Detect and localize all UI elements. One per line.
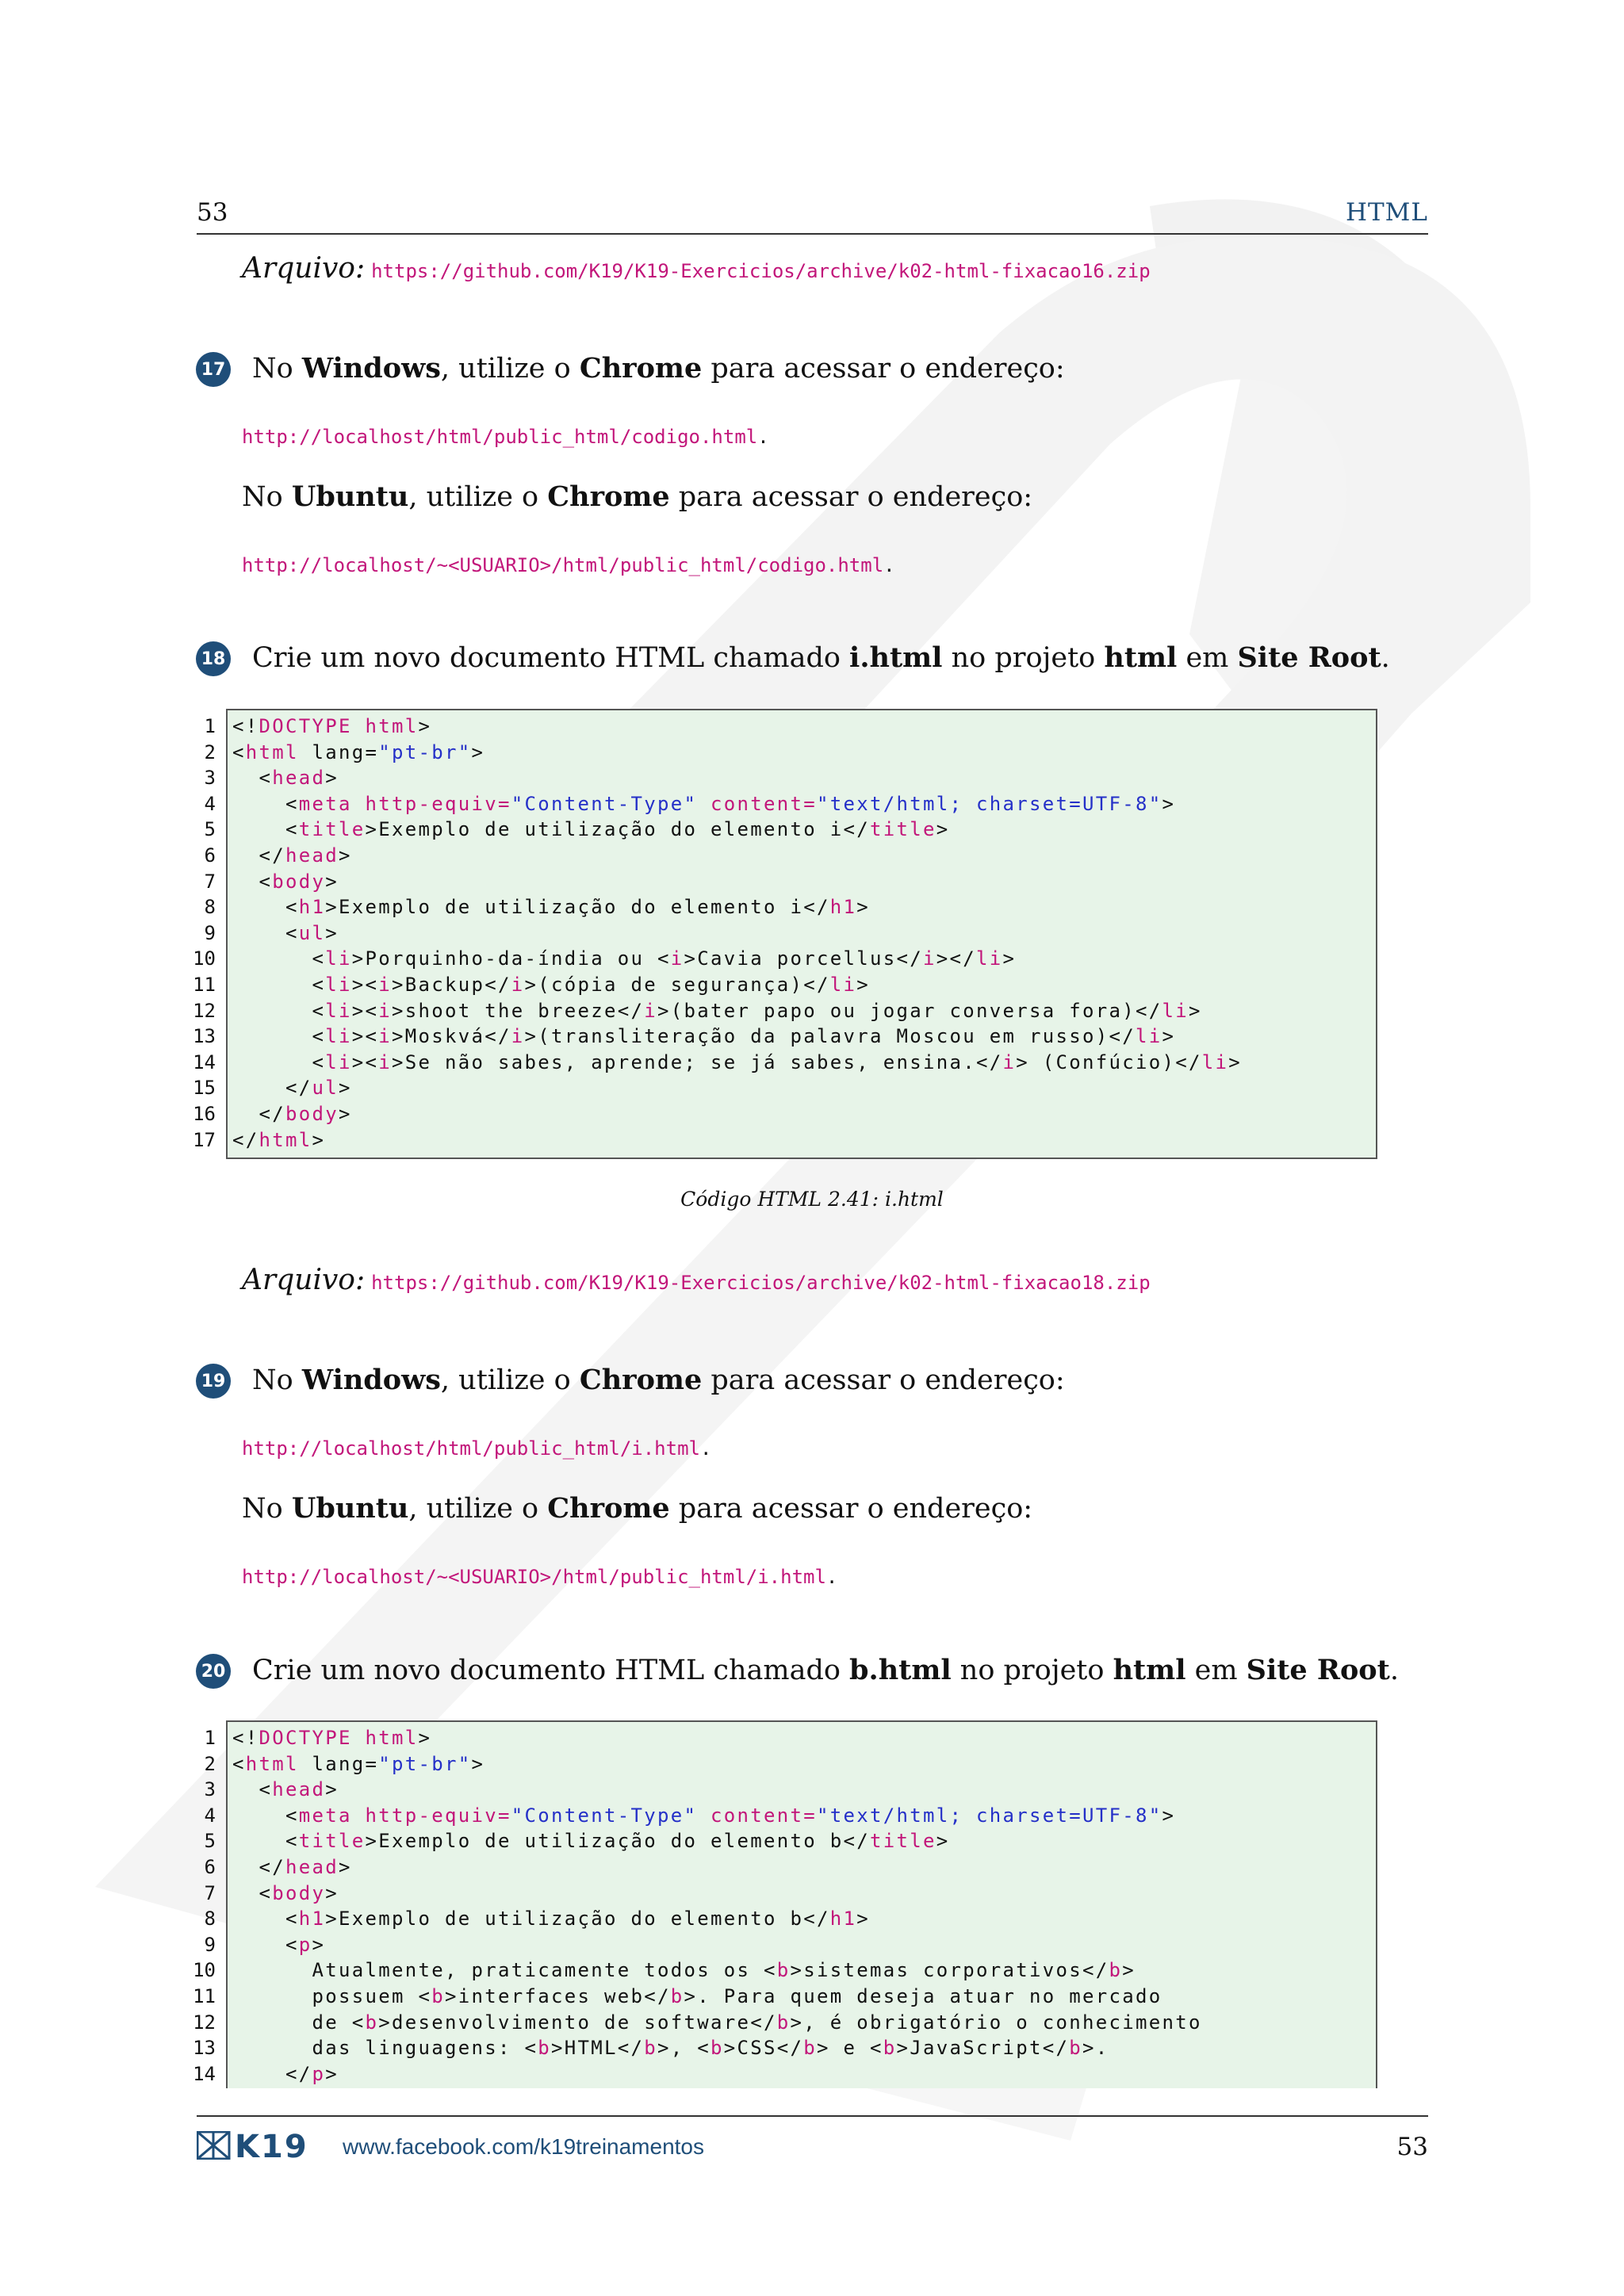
line-number: 14: [193, 2062, 216, 2085]
line-number: 6: [204, 1855, 216, 1878]
step-19-ubuntu-text: No Ubuntu, utilize o Chrome para acessar o endereço:: [242, 1492, 1033, 1525]
line-number: 14: [193, 1050, 216, 1073]
code-line: <meta http-equiv="Content-Type" content="text/html; charset=UTF-8">: [232, 792, 1176, 815]
url-windows-i[interactable]: http://localhost/html/public_html/i.html.: [242, 1437, 712, 1460]
code-line: </html>: [232, 1128, 326, 1151]
line-number: 9: [204, 921, 216, 944]
line-number: 11: [193, 973, 216, 996]
code2-line-numbers: [174, 1725, 216, 2087]
arquivo-line-1: [242, 252, 1151, 285]
step-badge-17: 17: [196, 352, 231, 387]
line-number: 9: [204, 1933, 216, 1956]
line-number: 17: [193, 1128, 216, 1151]
line-number: 13: [193, 1025, 216, 1048]
code-line: <meta http-equiv="Content-Type" content="text/html; charset=UTF-8">: [232, 1804, 1176, 1827]
line-number: 5: [204, 1830, 216, 1853]
step-17-ubuntu-text: No Ubuntu, utilize o Chrome para acessar o endereço:: [242, 480, 1033, 513]
code-line: <h1>Exemplo de utilização do elemento i</h1>: [232, 896, 870, 919]
line-number: 15: [193, 1077, 216, 1100]
header-page-number: 53: [197, 198, 228, 227]
line-number: 8: [204, 896, 216, 919]
code1-line-numbers: [174, 714, 216, 1153]
line-number: 3: [204, 1778, 216, 1801]
code-line: <p>: [232, 1933, 326, 1956]
line-number: 7: [204, 870, 216, 893]
code-line: <title>Exemplo de utilização do elemento b</title>: [232, 1830, 950, 1853]
step-badge-19: 19: [196, 1364, 231, 1399]
code-line: <body>: [232, 1881, 339, 1904]
header-rule: [197, 233, 1428, 235]
step-18-text: Crie um novo documento HTML chamado i.html no projeto html em Site Root.: [252, 641, 1390, 674]
code-line: <li><i>shoot the breeze</i>(bater papo ou jogar conversa fora)</li>: [232, 999, 1202, 1022]
line-number: 8: [204, 1908, 216, 1931]
code-line: <html lang="pt-br">: [232, 1752, 485, 1775]
k19-logo: [197, 2131, 320, 2160]
code-line: de <b>desenvolvimento de software</b>, é obrigatório o conhecimento: [232, 2011, 1202, 2034]
code-line: <!DOCTYPE html>: [232, 715, 432, 737]
line-number: 2: [204, 740, 216, 763]
line-number: 13: [193, 2037, 216, 2060]
line-number: 3: [204, 767, 216, 790]
line-number: 1: [204, 1727, 216, 1749]
line-number: 10: [193, 1959, 216, 1982]
line-number: 10: [193, 947, 216, 970]
code-block-i-html: [226, 709, 1377, 1159]
footer-facebook-link[interactable]: www.facebook.com/k19treinamentos: [343, 2134, 704, 2159]
code-block-b-html: [226, 1720, 1377, 2088]
line-number: 2: [204, 1752, 216, 1775]
step-badge-18: 18: [196, 641, 231, 676]
line-number: 4: [204, 792, 216, 815]
line-number: 12: [193, 999, 216, 1022]
step-badge-20: 20: [196, 1654, 231, 1689]
arquivo-label: Arquivo:: [242, 1264, 366, 1296]
code-line: <li><i>Backup</i>(cópia de segurança)</li>: [232, 973, 870, 996]
footer-rule: [197, 2115, 1428, 2117]
line-number: 7: [204, 1881, 216, 1904]
footer-page-number: 53: [1396, 2133, 1428, 2161]
logo-text: K19: [235, 2131, 308, 2160]
code-line: </head>: [232, 1855, 352, 1878]
line-number: 6: [204, 844, 216, 867]
arquivo-link-2[interactable]: https://github.com/K19/K19-Exercicios/archive/k02-html-fixacao18.zip: [371, 1272, 1151, 1294]
line-number: 11: [193, 1984, 216, 2007]
line-number: 5: [204, 818, 216, 841]
code-line: </body>: [232, 1102, 352, 1125]
step-20-text: Crie um novo documento HTML chamado b.html no projeto html em Site Root.: [252, 1654, 1399, 1686]
code-line: <html lang="pt-br">: [232, 740, 485, 763]
code-line: <li><i>Moskvá</i>(transliteração da palavra Moscou em russo)</li>: [232, 1025, 1176, 1048]
step-17-text: No Windows, utilize o Chrome para acessar o endereço:: [252, 352, 1065, 385]
arquivo-link-1[interactable]: https://github.com/K19/K19-Exercicios/archive/k02-html-fixacao16.zip: [371, 260, 1151, 282]
arquivo-label: Arquivo:: [242, 252, 366, 285]
line-number: 4: [204, 1804, 216, 1827]
code-line: <!DOCTYPE html>: [232, 1727, 432, 1749]
code-line: </p>: [232, 2062, 339, 2085]
url-ubuntu-codigo[interactable]: http://localhost/~<USUARIO>/html/public_html/codigo.html.: [242, 554, 895, 576]
line-number: 16: [193, 1102, 216, 1125]
code-line: <head>: [232, 1778, 339, 1801]
code1-caption: Código HTML 2.41: i.html: [680, 1188, 944, 1211]
line-number: 1: [204, 715, 216, 737]
code-line: Atualmente, praticamente todos os <b>sistemas corporativos</b>: [232, 1959, 1136, 1982]
code-line: <head>: [232, 767, 339, 790]
code-line: <li><i>Se não sabes, aprende; se já sabes, ensina.</i> (Confúcio)</li>: [232, 1050, 1242, 1073]
url-ubuntu-i[interactable]: http://localhost/~<USUARIO>/html/public_html/i.html.: [242, 1566, 838, 1588]
line-number: 12: [193, 2011, 216, 2034]
code-line: </ul>: [232, 1077, 352, 1100]
code-line: <title>Exemplo de utilização do elemento i</title>: [232, 818, 950, 841]
url-windows-codigo[interactable]: http://localhost/html/public_html/codigo.html.: [242, 426, 769, 448]
code-line: <ul>: [232, 921, 339, 944]
code-line: das linguagens: <b>HTML</b>, <b>CSS</b> e <b>JavaScript</b>.: [232, 2037, 1109, 2060]
code-line: </head>: [232, 844, 352, 867]
step-19-text: No Windows, utilize o Chrome para acessar o endereço:: [252, 1364, 1065, 1396]
code-line: possuem <b>interfaces web</b>. Para quem deseja atuar no mercado: [232, 1984, 1162, 2007]
header-section-title: HTML: [1345, 198, 1428, 227]
code-line: <body>: [232, 870, 339, 893]
code-line: <li>Porquinho-da-índia ou <i>Cavia porcellus</i></li>: [232, 947, 1017, 970]
code-line: <h1>Exemplo de utilização do elemento b</h1>: [232, 1908, 870, 1931]
arquivo-line-2: [242, 1264, 1151, 1296]
